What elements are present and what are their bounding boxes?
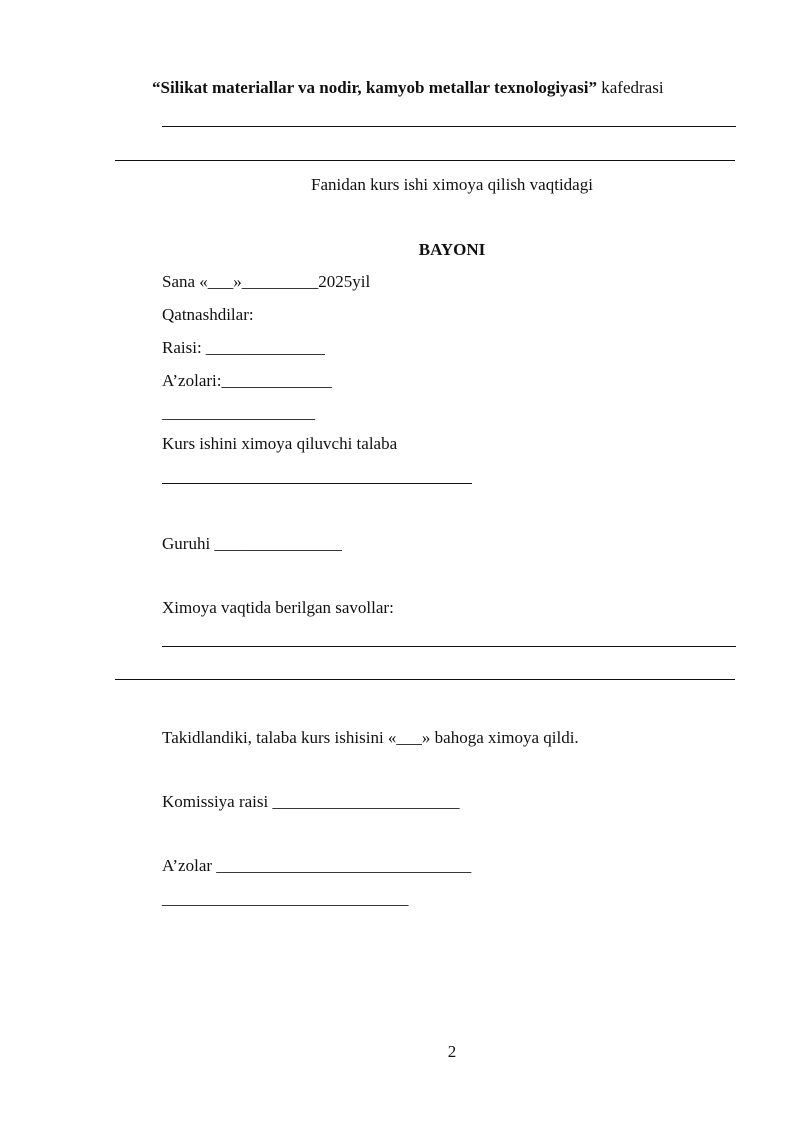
document-subtitle: Fanidan kurs ishi ximoya qilish vaqtidagi — [311, 175, 593, 194]
members-field: A’zolari:_____________ — [162, 371, 332, 390]
group-field: Guruhi _______________ — [162, 534, 342, 553]
questions-rule-1 — [162, 646, 736, 647]
commission-members-field: A’zolar ______________________________ — [162, 856, 472, 875]
document-title: BAYONI — [418, 240, 486, 259]
page-number: 2 — [447, 1042, 457, 1061]
department-suffix: kafedrasi — [597, 78, 664, 97]
header-rule-1 — [162, 126, 736, 127]
commission-chairman-field: Komissiya raisi ______________________ — [162, 792, 460, 811]
grade-statement: Takidlandiki, talaba kurs ishisini «___» bahoga ximoya qildi. — [162, 728, 579, 747]
department-header — [152, 78, 664, 98]
questions-rule-2 — [115, 679, 735, 680]
student-name-rule — [162, 483, 472, 484]
department-name: “Silikat materiallar va nodir, kamyob metallar texnologiyasi” — [152, 78, 597, 97]
commission-members-continuation: _____________________________ — [162, 889, 409, 908]
header-rule-2 — [115, 160, 735, 161]
student-label: Kurs ishini ximoya qiluvchi talaba — [162, 434, 398, 453]
chairman-field: Raisi: ______________ — [162, 338, 325, 357]
date-field: Sana «___»_________2025yil — [162, 272, 371, 291]
questions-label: Ximoya vaqtida berilgan savollar: — [162, 598, 394, 617]
participants-label: Qatnashdilar: — [162, 305, 254, 324]
members-field-continuation: __________________ — [162, 403, 315, 422]
